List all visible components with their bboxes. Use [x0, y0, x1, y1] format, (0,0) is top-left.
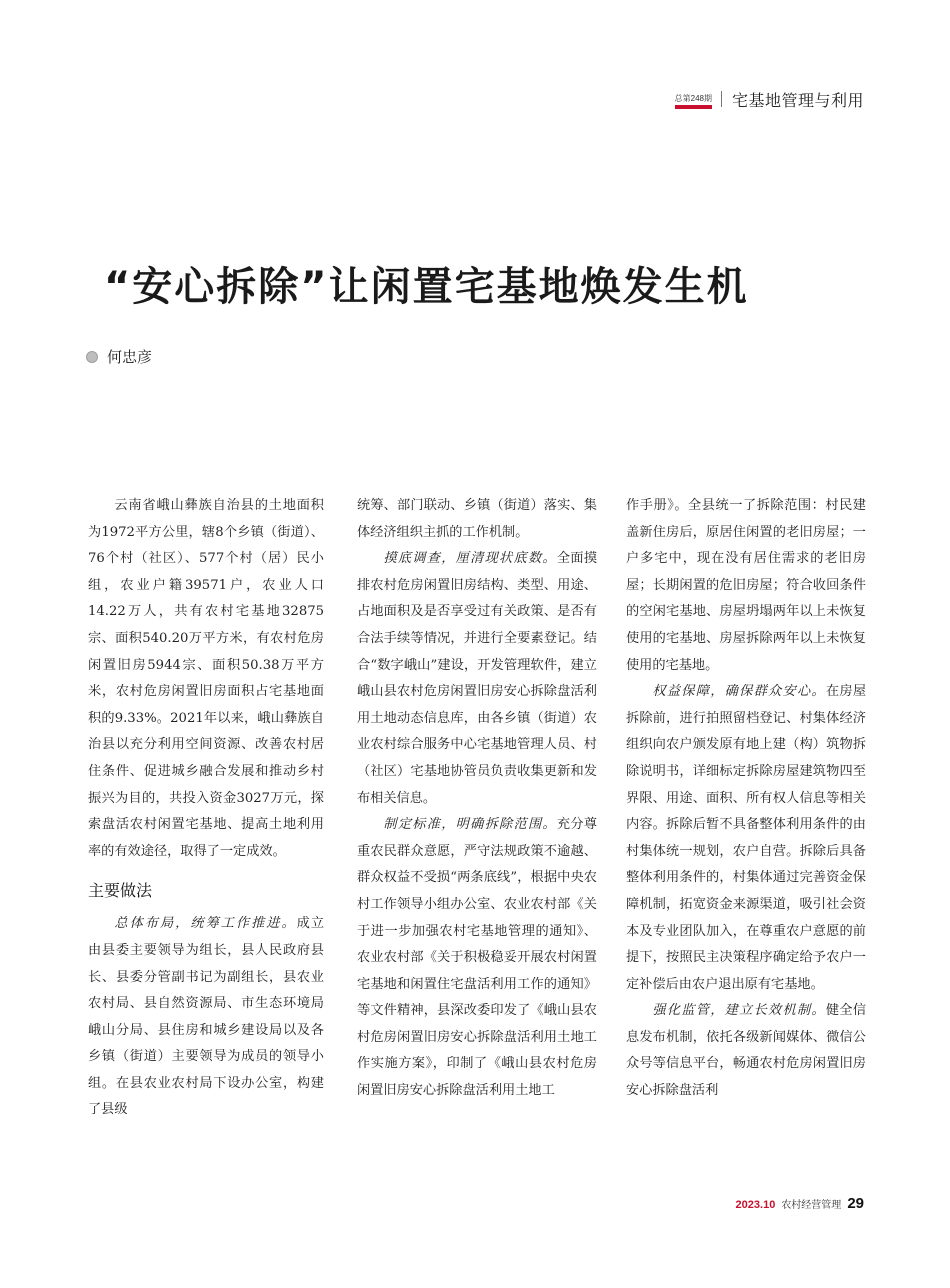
section-heading: 主要做法 [88, 881, 153, 901]
paragraph [357, 546, 597, 812]
paragraph-lead: 总体布局，统筹工作推进。 [114, 916, 297, 932]
text-column-3 [626, 493, 866, 1105]
article-title: “安心拆除”让闲置宅基地焕发生机 [104, 264, 749, 310]
paragraph-body: 全面摸排农村危房闲置旧房结构、类型、用途、占地面积及是否享受过有关政策、是否有合法手续等情况，并进行全要素登记。结合“数字峨山”建设，开发管理软件，建立峨山县农村危房闲置旧房安心拆除盘活利用土地动态信息库，由各乡镇（街道）农业农村综合服务中心宅基地管理人员、村（社区）宅基地协管员负责收集更新和发布相关信息。 [357, 551, 598, 806]
page-header [675, 88, 864, 110]
author-line [86, 346, 152, 367]
text-column-2 [357, 493, 597, 1105]
page-number: 29 [847, 1195, 864, 1212]
issue-date: 2023.10 [735, 1199, 776, 1211]
paragraph: 作手册》。全县统一了拆除范围：村民建盖新住房后，原居住闲置的老旧房屋；一户多宅中，现在没有居住需求的老旧房屋；长期闲置的危旧房屋；符合收回条件的空闲宅基地、房屋坍塌两年以上未恢复使用的宅基地、房屋拆除两年以上未恢复使用的宅基地。 [626, 498, 866, 673]
magazine-name: 农村经营管理 [781, 1200, 842, 1211]
author-bullet-icon [86, 351, 98, 363]
paragraph-body: 充分尊重农民群众意愿，严守法规政策不逾越、群众权益不受损“两条底线”，根据中央农村工作领导小组办公室、农业农村部《关于进一步加强农村宅基地管理的通知》、农业农村部《关于积极稳妥开展农村闲置宅基地和闲置住宅盘活利用工作的通知》等文件精神，县深改委印发了《峨山县农村危房闲置旧房安心拆除盘活利用土地工作实施方案》，印制了《峨山县农村危房闲置旧房安心拆除盘活利用土地工 [357, 817, 598, 1099]
author-name: 何忠彦 [107, 348, 153, 366]
header-divider [721, 91, 722, 107]
section-name: 宅基地管理与利用 [731, 90, 864, 110]
paragraph-lead: 强化监管，建立长效机制。 [652, 1003, 826, 1019]
paragraph [357, 812, 597, 1105]
paragraph-lead: 制定标准，明确拆除范围。 [383, 817, 557, 833]
paragraph: 云南省峨山彝族自治县的土地面积为1972平方公里，辖8个乡镇（街道）、76个村（社区）、577个村（居）民小组，农业户籍39571户，农业人口14.22万人，共有农村宅基地32875宗、面积540.20万平方米，有农村危房闲置旧房5944宗、面积50.38万平方米，农村危房闲置旧房面积占宅基地面积的9.33%。2021年以来，峨山彝族自治县以充分利用空间资源、改善农村居住条件、促进城乡融合发展和推动乡村振兴为目的，共投入资金3027万元，探索盘活农村闲置宅基地、提高土地利用率的有效途径，取得了一定成效。 [88, 498, 324, 859]
paragraph: 统筹、部门联动、乡镇（街道）落实、集体经济组织主抓的工作机制。 [357, 498, 597, 540]
text-column-1 [88, 493, 324, 1124]
paragraph [626, 998, 866, 1104]
paragraph-body: 成立由县委主要领导为组长，县人民政府县长、县委分管副书记为副组长，县农业农村局、县自然资源局、市生态环境局峨山分局、县住房和城乡建设局以及各乡镇（街道）主要领导为成员的领导小组。在县农业农村局下设办公室，构建了县级 [88, 916, 325, 1118]
paragraph [626, 679, 866, 998]
paragraph-lead: 摸底调查，厘清现状底数。 [383, 551, 557, 567]
paragraph-body: 在房屋拆除前，进行拍照留档登记、村集体经济组织向农户颁发原有地上建（构）筑物拆除说明书，详细标定拆除房屋建筑物四至界限、用途、面积、所有权人信息等相关内容。拆除后暂不具备整体利用条件的由村集体统一规划，农户自营。拆除后具备整体利用条件的，村集体通过完善资金保障机制，拓宽资金来源渠道，吸引社会资本及专业团队加入，在尊重农户意愿的前提下，按照民主决策程序确定给予农户一定补偿后由农户退出原有宅基地。 [626, 684, 867, 992]
paragraph [88, 911, 324, 1124]
paragraph-body: 健全信息发布机制，依托各级新闻媒体、微信公众号等信息平台，畅通农村危房闲置旧房安心拆除盘活利 [626, 1003, 867, 1099]
paragraph-lead: 权益保障，确保群众安心。 [652, 684, 826, 700]
page-footer [736, 1195, 864, 1212]
issue-number: 总第248期 [675, 94, 712, 109]
